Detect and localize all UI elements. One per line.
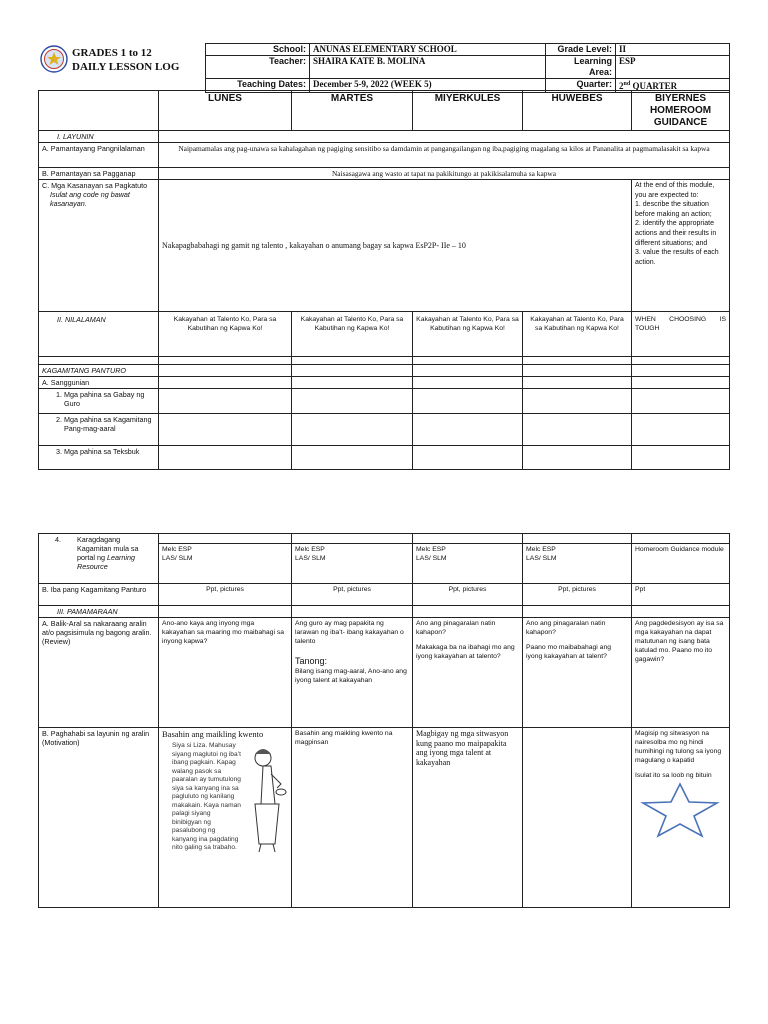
balik-aral-huwebes [523,618,632,728]
empty-cell [632,389,730,414]
kasanayan-note: Isulat ang code ng bawat kasanayan. [50,190,130,208]
ref-1-cell [39,389,159,414]
sanggunian-label: A. Sanggunian [39,377,159,389]
kasanayan-text: Nakapagbabahagi ng gamit ng talento , kakayahan o anumang bagay sa kapwa EsP2P- IIe – 10 [159,180,632,312]
wed-question-2: Makakaga ba na ibahagi mo ang iyong kakayahan at talento? [416,644,515,660]
empty-cell [159,414,292,446]
deped-seal [40,45,68,73]
spacer-cell [632,357,730,365]
dates-label: Teaching Dates: [206,79,310,93]
friday-objective-1: 1. describe the situation before making an action; [635,201,712,218]
balik-aral-martes-intro: Ang guro ay mag papakita ng larawan ng iba’t- ibang kakayahan o talento [295,620,404,645]
spacer-cell [413,357,523,365]
motivation-biyernes-instruction: Isulat ito sa loob ng bituin [635,772,712,779]
motivation-miyerkules-text: Magbigay ng mga sitwasyon kung paano mo maipapakita ang iyong mga talent at kakayahan [416,729,509,767]
nilalaman-huwebes: Kakayahan at Talento Ko, Para sa Kabutihan ng Kapwa Ko! [523,312,632,357]
wed-question-1: Ano ang pinagaralan natin kahapon? [416,620,496,636]
day-header-biyernes: BIYERNES HOMEROOM GUIDANCE [632,91,730,131]
tanong-question: Bilang isang mag-aaral, Ano-ano ang iyong talent at kakayahan [295,668,407,684]
info-table [205,43,730,93]
empty-cell [292,389,413,414]
ref-4-miyerkules [413,544,523,584]
motivation-martes: Basahin ang maikling kwento na magpinsan [292,728,413,908]
document-title [72,46,179,74]
balik-aral-lunes: Ano-ano kaya ang inyong mga kakayahan sa maaring mo maibahagi sa inyong kapwa? [159,618,292,728]
empty-cell [413,377,523,389]
ref-4-label: Karagdagang Kagamitan mula sa portal ng [77,535,139,562]
empty-cell [413,389,523,414]
kagamitang-panturo-label: KAGAMITANG PANTURO [39,365,159,377]
motivation-label: B. Paghahabi sa layunin ng aralin (Motivation) [39,728,159,908]
empty-cell [523,414,632,446]
balik-aral-martes [292,618,413,728]
las-line: LAS/ SLM [162,555,193,562]
layunin-section-label: I. LAYUNIN [39,131,159,143]
lesson-table-part-2 [38,533,730,908]
motivation-biyernes [632,728,730,908]
empty-cell [523,606,632,618]
ref-4-lunes [159,544,292,584]
motivation-miyerkules [413,728,523,908]
empty-cell [159,389,292,414]
kagamitan-martes: Ppt, pictures [292,584,413,606]
layunin-section-empty [159,131,730,143]
tanong-label: Tanong: [295,656,328,666]
pamantayan-sa-pagganap-label: B. Pamantayan sa Pagganap [39,168,159,180]
empty-cell [159,365,292,377]
pamantayang-pangnilalaman-label: A. Pamantayang Pangnilalaman [39,143,159,168]
empty-cell [159,446,292,470]
ref-2-label: 2. Mga pahina sa Kagamitang Pang-mag-aaral [64,415,155,433]
pamantayan-sa-pagganap-text: Naisasagawa ang wasto at tapat na pakikitungo at pakikisalamuha sa kapwa [159,168,730,180]
spacer-cell [39,357,159,365]
balik-aral-label: A. Balik-Aral sa nakaraang aralin at/o pagsisimula ng bagong aralin.(Review) [39,618,159,728]
spacer-cell [159,357,292,365]
friday-objective-2: 2. identify the appropriate actions and their results in different situations; and [635,220,717,247]
title-line-1: GRADES 1 to 12 [72,47,152,59]
kagamitan-biyernes: Ppt [632,584,730,606]
empty-cell [159,606,292,618]
ref-4-martes [292,544,413,584]
empty-cell [159,534,292,544]
ref-4-cell [39,534,159,584]
ref-4-number: 4. [55,535,61,544]
empty-cell [292,414,413,446]
melc-line: Melc ESP [295,546,325,553]
melc-line: Melc ESP [526,546,556,553]
balik-aral-biyernes: Ang pagdedesisyon ay isa sa mga kakayahan na dapat matutunan ng isang bata katulad mo. Paano mo ito gagawin? [632,618,730,728]
empty-cell [632,606,730,618]
thu-question-2: Paano mo maibabahagi ang iyong kakayahan at talent? [526,644,612,660]
kagamitan-lunes: Ppt, pictures [159,584,292,606]
quarter-label: Quarter: [546,79,616,93]
quarter-word: QUARTER [630,81,678,91]
nilalaman-lunes: Kakayahan at Talento Ko, Para sa Kabutihan ng Kapwa Ko! [159,312,292,357]
pamantayang-pangnilalaman-text: Naipamamalas ang pag-unawa sa kahalagahan ng pagiging sensitibo sa damdamin at pangangailangan ng iba,pagiging magalang sa kilos at Pananalita at pagmamalasakit sa kapwa [159,143,730,168]
empty-cell [523,446,632,470]
ref-3-label: 3. Mga pahina sa Teksbuk [64,447,155,456]
motivation-huwebes [523,728,632,908]
teacher-value: SHAIRA KATE B. MOLINA [310,56,546,79]
melc-line: Melc ESP [416,546,446,553]
nilalaman-label: II. NILALAMAN [39,312,159,357]
motivation-lunes [159,728,292,908]
friday-objectives-intro: At the end of this module, you are expected to: [635,182,715,199]
kasanayan-label: C. Mga Kasanayan sa Pagkatuto [42,181,148,190]
grade-value: II [616,44,730,56]
day-header-miyerkules: MIYERKULES [413,91,523,131]
empty-cell [292,534,413,544]
empty-cell [292,365,413,377]
nilalaman-miyerkules: Kakayahan at Talento Ko, Para sa Kabutihan ng Kapwa Ko! [413,312,523,357]
empty-cell [632,414,730,446]
empty-cell [413,534,523,544]
pamamaraan-label: III. PAMAMARAAN [39,606,159,618]
area-label: Learning Area: [546,56,616,79]
empty-cell [523,389,632,414]
area-value: ESP [616,56,730,79]
empty-cell [523,365,632,377]
friday-objective-3: 3. value the results of each action. [635,249,719,266]
story-text: Siya si Liza. Mahusay siyang maglutoi ng iba’t ibang pagkain. Kapag walang pasok sa paaralan ay tumutulong siya sa kanyang ina sa pagluluto ng kanilang makakain. Kaya naman palagi siyang binibigyan ng pasalubong ng kanyang ina pagdating nito galing sa trabaho. [172,742,241,851]
melc-line: Melc ESP [162,546,192,553]
empty-cell [523,377,632,389]
empty-cell [413,414,523,446]
spacer-cell [523,357,632,365]
empty-cell [413,365,523,377]
ref-3-cell [39,446,159,470]
empty-cell [292,446,413,470]
ref-4-biyernes: Homeroom Guidance module [632,544,730,584]
school-value: ANUNAS ELEMENTARY SCHOOL [310,44,546,56]
motivation-biyernes-text: Magisip ng sitwasyon na nairesolba mo ng hindi humihingi ng tulong sa iyong magulang o kapatid [635,730,722,764]
day-header-huwebes: HUWEBES [523,91,632,131]
teacher-label: Teacher: [206,56,310,79]
star-icon [639,782,726,841]
las-line: LAS/ SLM [416,555,447,562]
dates-value: December 5-9, 2022 (WEEK 5) [310,79,546,93]
las-line: LAS/ SLM [295,555,326,562]
story-title: Basahin ang maikling kwento [162,729,264,739]
girl-cooking-illustration [245,744,287,859]
day-header-lunes: LUNES [159,91,292,131]
balik-aral-miyerkules [413,618,523,728]
quarter-suffix: nd [623,81,631,87]
kagamitan-huwebes: Ppt, pictures [523,584,632,606]
ref-1-label: 1. Mga pahina sa Gabay ng Guro [64,390,155,408]
empty-cell [632,534,730,544]
ref-4-huwebes [523,544,632,584]
empty-cell [632,365,730,377]
title-line-2: DAILY LESSON LOG [72,61,180,73]
empty-cell [159,377,292,389]
corner-cell [39,91,159,131]
empty-cell [632,377,730,389]
iba-pang-kagamitan-label: B. Iba pang Kagamitang Panturo [39,584,159,606]
grade-label: Grade Level: [546,44,616,56]
empty-cell [523,534,632,544]
spacer-cell [292,357,413,365]
friday-objectives [632,180,730,312]
ref-2-cell [39,414,159,446]
las-line: LAS/ SLM [526,555,557,562]
quarter-number: 2 [619,81,624,91]
empty-cell [292,606,413,618]
empty-cell [413,446,523,470]
empty-cell [292,377,413,389]
nilalaman-biyernes: WHEN CHOOSING IS TOUGH [632,312,730,357]
nilalaman-martes: Kakayahan at Talento Ko, Para sa Kabutihan ng Kapwa Ko! [292,312,413,357]
ref-4-label-italic: Learning Resource [77,553,135,571]
kasanayan-label-cell [39,180,159,312]
kagamitan-miyerkules: Ppt, pictures [413,584,523,606]
school-label: School: [206,44,310,56]
thu-question-1: Ano ang pinagaralan natin kahapon? [526,620,606,636]
empty-cell [632,446,730,470]
lesson-table-part-1 [38,90,730,470]
day-header-martes: MARTES [292,91,413,131]
empty-cell [413,606,523,618]
